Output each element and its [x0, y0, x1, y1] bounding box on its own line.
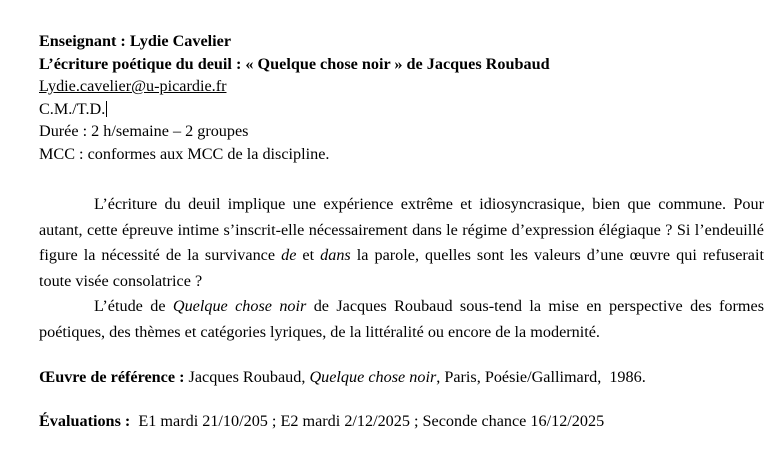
reference-title: Quelque chose noir [309, 368, 437, 386]
p2-text-a: L’étude de [94, 297, 173, 315]
course-format: C.M./T.D. [39, 99, 106, 118]
p1-text-c: la parole, quelles sont les valeurs d’une œuvre qui refuserait toute visée consolatrice ? [39, 246, 764, 290]
description-paragraph-2 [39, 294, 764, 345]
reference-author: Jacques Roubaud, [184, 368, 310, 386]
course-description-document [39, 30, 764, 432]
email-line [39, 75, 764, 98]
p1-italic-dans: dans [320, 246, 351, 264]
text-cursor [106, 101, 107, 117]
p1-italic-de: de [281, 246, 297, 264]
teacher-label: Enseignant : [39, 32, 130, 50]
reference-label: Œuvre de référence : [39, 368, 185, 386]
evaluations-line [39, 410, 764, 432]
course-title: L’écriture poétique du deuil : « Quelque chose noir » de Jacques Roubaud [39, 54, 550, 73]
reference-line [39, 366, 764, 388]
teacher-line [39, 30, 764, 53]
p1-text-b: et [296, 246, 321, 264]
reference-details: , Paris, Poésie/Gallimard, 1986. [436, 368, 646, 386]
format-line [39, 98, 764, 121]
p2-italic-title: Quelque chose noir [172, 297, 307, 315]
teacher-name: Lydie Cavelier [129, 32, 232, 50]
mcc-line: MCC : conformes aux MCC de la discipline. [39, 144, 330, 163]
duration-line: Durée : 2 h/semaine – 2 groupes [39, 122, 249, 140]
evaluations-dates: E1 mardi 21/10/205 ; E2 mardi 2/12/2025 ; Seconde chance 16/12/2025 [130, 412, 605, 430]
p2-text-b: de Jacques Roubaud sous-tend la mise en perspective des formes poétiques, des thèmes et catégories lyriques, de la littéralité ou encore de la modernité. [39, 297, 764, 341]
p1-text-a: L’écriture du deuil implique une expérience extrême et idiosyncrasique, bien que commune. Pour autant, cette épreuve intime s’inscrit-elle nécessairement dans le régime d’expression élégiaque ? Si l’endeuillé figure la nécessité de la survivance [39, 195, 764, 264]
description-paragraph-1 [39, 192, 764, 294]
evaluations-label: Évaluations : [39, 412, 131, 430]
email-link[interactable]: Lydie.cavelier@u-picardie.fr [39, 77, 227, 95]
